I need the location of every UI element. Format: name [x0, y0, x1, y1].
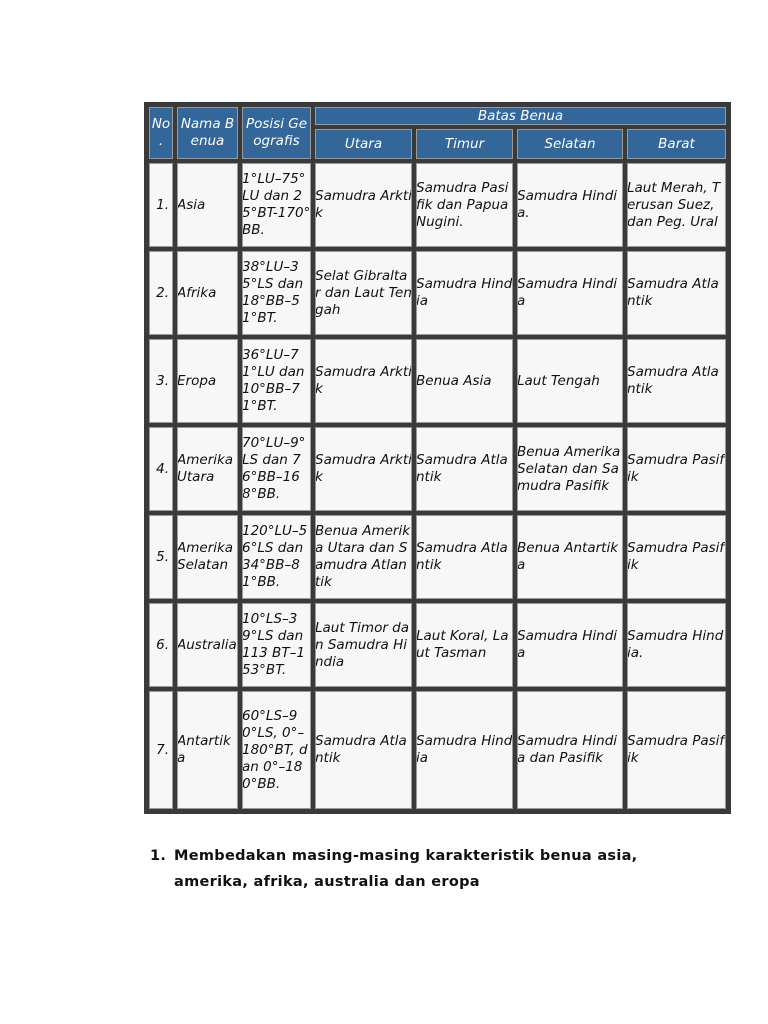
cell-no: 2.: [147, 249, 175, 337]
cell-posisi: 70°LU–9°LS dan 76°BB–168°BB.: [240, 425, 313, 513]
cell-posisi: 36°LU–71°LU dan 10°BB–71°BT.: [240, 337, 313, 425]
cell-barat: Samudra Atlantik: [625, 249, 728, 337]
cell-selatan: Samudra Hindia: [515, 249, 625, 337]
cell-utara: Samudra Atlantik: [313, 689, 414, 811]
cell-utara: Benua Amerika Utara dan Samudra Atlantik: [313, 513, 414, 601]
cell-timur: Laut Koral, Laut Tasman: [414, 601, 515, 689]
table-row: [147, 249, 728, 337]
cell-no: 6.: [147, 601, 175, 689]
table-row: [147, 161, 728, 249]
cell-utara: Laut Timor dan Samudra Hindia: [313, 601, 414, 689]
cell-timur: Benua Asia: [414, 337, 515, 425]
header-no: No .: [147, 105, 175, 161]
cell-nama-benua: Asia: [175, 161, 240, 249]
table-row: [147, 513, 728, 601]
cell-nama-benua: Australia: [175, 601, 240, 689]
cell-timur: Samudra Atlantik: [414, 425, 515, 513]
cell-timur: Samudra Pasifik dan Papua Nugini.: [414, 161, 515, 249]
cell-nama-benua: Eropa: [175, 337, 240, 425]
objective-list: [146, 843, 706, 895]
cell-selatan: Laut Tengah: [515, 337, 625, 425]
cell-barat: Samudra Pasifik: [625, 689, 728, 811]
cell-posisi: 60°LS–90°LS, 0°–180°BT, dan 0°–180°BB.: [240, 689, 313, 811]
header-timur: Timur: [414, 127, 515, 161]
header-nama-benua: Nama Benua: [175, 105, 240, 161]
cell-nama-benua: Antartika: [175, 689, 240, 811]
list-item-number: 1.: [150, 848, 167, 864]
cell-barat: Laut Merah, Terusan Suez, dan Peg. Ural: [625, 161, 728, 249]
cell-barat: Samudra Hindia.: [625, 601, 728, 689]
cell-utara: Samudra Arktik: [313, 425, 414, 513]
cell-nama-benua: Afrika: [175, 249, 240, 337]
list-item-text: Membedakan masing-masing karakteristik benua asia, amerika, afrika, australia dan eropa: [174, 848, 638, 890]
cell-selatan: Benua Amerika Selatan dan Samudra Pasifik: [515, 425, 625, 513]
cell-no: 1.: [147, 161, 175, 249]
cell-posisi: 120°LU–56°LS dan 34°BB–81°BB.: [240, 513, 313, 601]
table-row: [147, 601, 728, 689]
cell-selatan: Samudra Hindia: [515, 601, 625, 689]
cell-selatan: Samudra Hindia dan Pasifik: [515, 689, 625, 811]
cell-utara: Samudra Arktik: [313, 161, 414, 249]
cell-barat: Samudra Pasifik: [625, 425, 728, 513]
cell-no: 4.: [147, 425, 175, 513]
header-utara: Utara: [313, 127, 414, 161]
cell-posisi: 10°LS–39°LS dan 113 BT–153°BT.: [240, 601, 313, 689]
table-row: [147, 689, 728, 811]
table-row: [147, 425, 728, 513]
cell-posisi: 1°LU–75°LU dan 25°BT-170°BB.: [240, 161, 313, 249]
header-barat: Barat: [625, 127, 728, 161]
cell-no: 3.: [147, 337, 175, 425]
cell-no: 5.: [147, 513, 175, 601]
cell-posisi: 38°LU–35°LS dan 18°BB–51°BT.: [240, 249, 313, 337]
cell-barat: Samudra Atlantik: [625, 337, 728, 425]
header-batas-benua: Batas Benua: [313, 105, 728, 127]
table-row: [147, 337, 728, 425]
cell-nama-benua: Amerika Utara: [175, 425, 240, 513]
cell-selatan: Benua Antartika: [515, 513, 625, 601]
cell-nama-benua: Amerika Selatan: [175, 513, 240, 601]
cell-selatan: Samudra Hindia.: [515, 161, 625, 249]
header-posisi-geografis: Posisi Geografis: [240, 105, 313, 161]
cell-utara: Selat Gibraltar dan Laut Tengah: [313, 249, 414, 337]
cell-timur: Samudra Hindia: [414, 249, 515, 337]
header-selatan: Selatan: [515, 127, 625, 161]
cell-timur: Samudra Hindia: [414, 689, 515, 811]
cell-timur: Samudra Atlantik: [414, 513, 515, 601]
cell-utara: Samudra Arktik: [313, 337, 414, 425]
continent-table: [144, 102, 731, 814]
cell-no: 7.: [147, 689, 175, 811]
cell-barat: Samudra Pasifik: [625, 513, 728, 601]
list-item: [146, 843, 706, 895]
